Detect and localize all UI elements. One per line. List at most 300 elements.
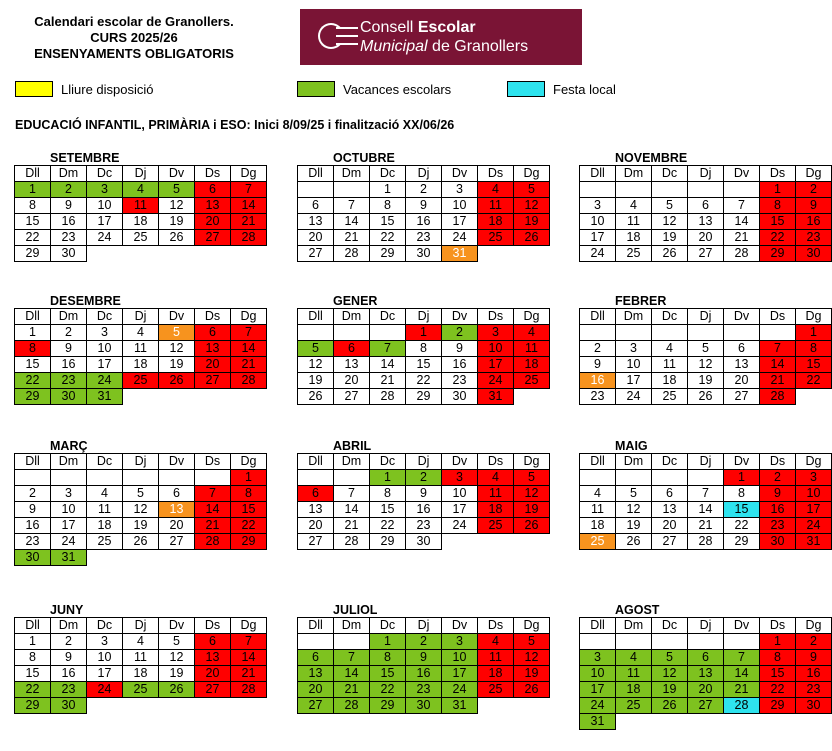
day-cell: 12 [123,502,159,518]
day-cell: 3 [442,182,478,198]
day-cell: 23 [580,389,616,405]
day-cell: 27 [688,698,724,714]
weekday-header: Dll [15,618,51,634]
day-cell: 26 [159,230,195,246]
week-row [580,650,832,666]
blank-cell [231,389,267,405]
empty-day-cell [724,182,760,198]
empty-day-cell [159,470,195,486]
day-cell: 31 [478,389,514,405]
day-cell: 17 [87,357,123,373]
day-cell: 18 [123,214,159,230]
week-row [15,341,267,357]
day-cell: 12 [514,650,550,666]
day-cell: 18 [580,518,616,534]
month-grid [579,308,832,405]
empty-day-cell [51,470,87,486]
day-cell: 9 [406,198,442,214]
day-cell: 30 [796,246,832,262]
month-grid [297,453,550,550]
day-cell: 6 [724,341,760,357]
day-cell: 13 [195,650,231,666]
day-cell: 28 [334,534,370,550]
day-cell: 14 [231,341,267,357]
day-cell: 19 [616,518,652,534]
month-name: NOVEMBRE [615,151,688,165]
day-cell: 5 [123,486,159,502]
day-cell: 1 [15,325,51,341]
empty-day-cell [724,325,760,341]
day-cell: 30 [796,698,832,714]
month-gener [297,294,549,405]
day-cell: 22 [760,682,796,698]
day-cell: 1 [760,634,796,650]
day-cell: 13 [724,357,760,373]
weekday-header: Dj [123,309,159,325]
logo-line-1b: Escolar [417,19,476,36]
week-row [15,214,267,230]
day-cell: 27 [298,534,334,550]
blank-cell [159,389,195,405]
day-cell: 11 [478,198,514,214]
day-cell: 26 [298,389,334,405]
blank-cell [231,698,267,714]
week-row [15,682,267,698]
day-cell: 27 [652,534,688,550]
day-cell: 12 [298,357,334,373]
day-cell: 24 [478,373,514,389]
day-cell: 15 [15,214,51,230]
weekday-header: Dv [159,454,195,470]
day-cell: 30 [406,698,442,714]
day-cell: 14 [724,214,760,230]
empty-day-cell [298,634,334,650]
day-cell: 18 [478,214,514,230]
day-cell: 9 [796,198,832,214]
day-cell: 19 [159,214,195,230]
day-cell: 1 [724,470,760,486]
weekday-header: Dc [87,309,123,325]
weekday-header: Ds [478,618,514,634]
day-cell: 4 [478,470,514,486]
day-cell: 18 [123,666,159,682]
day-cell: 9 [51,650,87,666]
day-cell: 15 [406,357,442,373]
day-cell: 29 [370,246,406,262]
week-row [580,198,832,214]
weekday-header: Dm [334,454,370,470]
day-cell: 17 [580,682,616,698]
weekday-header: Ds [760,166,796,182]
weekday-header: Dg [231,166,267,182]
weekday-header: Dm [616,166,652,182]
day-cell: 6 [298,486,334,502]
day-cell: 21 [370,373,406,389]
day-cell: 14 [231,650,267,666]
month-juny [14,603,266,714]
blank-cell [87,698,123,714]
day-cell: 13 [298,502,334,518]
day-cell: 12 [652,666,688,682]
weekday-header: Dm [616,309,652,325]
logo-line-1a: Consell [360,19,418,36]
day-cell: 24 [442,682,478,698]
day-cell: 10 [796,486,832,502]
empty-day-cell [616,634,652,650]
month-name: MAIG [615,439,648,453]
day-cell: 11 [123,650,159,666]
month-grid [579,453,832,550]
day-cell: 2 [15,486,51,502]
empty-day-cell [298,182,334,198]
day-cell: 16 [15,518,51,534]
month-maig [579,439,831,550]
weekday-header: Dm [51,454,87,470]
day-cell: 18 [616,682,652,698]
day-cell: 25 [478,230,514,246]
consell-escolar-logo [300,9,582,65]
week-row [298,341,550,357]
weekday-header: Dj [123,454,159,470]
week-row [580,682,832,698]
day-cell: 9 [796,650,832,666]
day-cell: 2 [406,182,442,198]
month-agost [579,603,831,730]
weekday-header: Ds [760,309,796,325]
day-cell: 2 [760,470,796,486]
blank-cell [195,550,231,566]
day-cell: 25 [123,373,159,389]
day-cell: 10 [442,650,478,666]
weekday-header: Dj [688,454,724,470]
day-cell: 17 [616,373,652,389]
day-cell: 8 [15,198,51,214]
day-cell: 26 [514,230,550,246]
week-row [298,389,550,405]
day-cell: 17 [442,666,478,682]
blank-cell [514,389,550,405]
day-cell: 22 [760,230,796,246]
day-cell: 9 [406,650,442,666]
day-cell: 15 [370,666,406,682]
week-row [15,182,267,198]
day-cell: 16 [51,214,87,230]
weekday-header: Dv [159,309,195,325]
day-cell: 19 [652,682,688,698]
week-row [15,650,267,666]
day-cell: 9 [15,502,51,518]
day-cell: 21 [334,518,370,534]
day-cell: 4 [616,198,652,214]
day-cell: 23 [442,373,478,389]
day-cell: 25 [616,246,652,262]
week-row [298,698,550,714]
week-row [15,357,267,373]
week-row [580,714,832,730]
day-cell: 23 [51,230,87,246]
weekday-header: Ds [478,166,514,182]
week-row [298,373,550,389]
blank-cell [514,246,550,262]
day-cell: 25 [580,534,616,550]
empty-day-cell [616,325,652,341]
day-cell: 8 [406,341,442,357]
day-cell: 11 [616,214,652,230]
day-cell: 18 [616,230,652,246]
weekday-header: Dc [370,618,406,634]
month-novembre [579,151,831,262]
empty-day-cell [334,470,370,486]
weekday-header: Dv [724,454,760,470]
day-cell: 2 [580,341,616,357]
week-row [15,634,267,650]
day-cell: 10 [580,214,616,230]
week-row [15,198,267,214]
day-cell: 14 [334,502,370,518]
day-cell: 13 [159,502,195,518]
day-cell: 23 [51,682,87,698]
weekday-header: Dv [442,454,478,470]
weekday-header: Dv [442,166,478,182]
weekday-header: Dv [159,166,195,182]
day-cell: 3 [51,486,87,502]
month-grid [297,165,550,262]
day-cell: 27 [298,246,334,262]
empty-day-cell [688,470,724,486]
day-cell: 20 [298,518,334,534]
empty-day-cell [688,634,724,650]
weekday-header: Dj [688,166,724,182]
weekday-header: Ds [195,454,231,470]
blank-cell [724,714,760,730]
day-cell: 5 [159,182,195,198]
day-cell: 28 [760,389,796,405]
day-cell: 7 [370,341,406,357]
day-cell: 22 [796,373,832,389]
weekday-header: Ds [195,309,231,325]
day-cell: 29 [15,246,51,262]
weekday-header: Dc [652,166,688,182]
week-row [15,550,267,566]
week-row [580,502,832,518]
day-cell: 21 [231,357,267,373]
day-cell: 5 [514,634,550,650]
weekday-header: Dj [688,618,724,634]
day-cell: 19 [514,502,550,518]
day-cell: 21 [760,373,796,389]
weekday-header: Dm [616,618,652,634]
legend-swatch-green [297,81,335,97]
day-cell: 13 [298,666,334,682]
month-grid [14,617,267,714]
week-row [580,246,832,262]
day-cell: 5 [652,198,688,214]
day-cell: 3 [796,470,832,486]
day-cell: 7 [688,486,724,502]
day-cell: 29 [760,246,796,262]
day-cell: 8 [370,650,406,666]
day-cell: 10 [87,650,123,666]
day-cell: 31 [442,698,478,714]
weekday-header: Dm [334,309,370,325]
day-cell: 1 [406,325,442,341]
blank-cell [616,714,652,730]
day-cell: 27 [688,246,724,262]
day-cell: 12 [159,198,195,214]
day-cell: 17 [796,502,832,518]
day-cell: 5 [159,634,195,650]
day-cell: 24 [442,518,478,534]
week-row [298,214,550,230]
day-cell: 8 [796,341,832,357]
day-cell: 3 [580,650,616,666]
day-cell: 24 [616,389,652,405]
day-cell: 10 [442,198,478,214]
day-cell: 11 [652,357,688,373]
day-cell: 15 [15,666,51,682]
weekday-header: Dv [724,309,760,325]
day-cell: 28 [231,373,267,389]
day-cell: 18 [87,518,123,534]
empty-day-cell [15,470,51,486]
day-cell: 6 [652,486,688,502]
blank-cell [231,550,267,566]
day-cell: 22 [370,230,406,246]
day-cell: 11 [514,341,550,357]
weekday-header: Dg [231,309,267,325]
day-cell: 28 [724,246,760,262]
week-row [15,389,267,405]
day-cell: 16 [406,502,442,518]
day-cell: 12 [514,198,550,214]
day-cell: 15 [231,502,267,518]
day-cell: 26 [159,682,195,698]
day-cell: 26 [688,389,724,405]
month-name: FEBRER [615,294,667,308]
month-name: DESEMBRE [50,294,121,308]
day-cell: 24 [87,373,123,389]
week-row [15,534,267,550]
day-cell: 30 [51,246,87,262]
weekday-header: Dv [442,618,478,634]
day-cell: 9 [406,486,442,502]
day-cell: 1 [370,182,406,198]
day-cell: 16 [760,502,796,518]
empty-day-cell [580,325,616,341]
day-cell: 10 [87,198,123,214]
document-title [18,14,250,62]
empty-day-cell [652,182,688,198]
day-cell: 16 [406,214,442,230]
weekday-header: Dv [159,618,195,634]
day-cell: 7 [195,486,231,502]
day-cell: 22 [231,518,267,534]
day-cell: 20 [334,373,370,389]
day-cell: 14 [724,666,760,682]
day-cell: 22 [406,373,442,389]
weekday-header: Dm [334,166,370,182]
day-cell: 11 [580,502,616,518]
day-cell: 8 [15,650,51,666]
weekday-header: Dg [796,454,832,470]
day-cell: 7 [724,650,760,666]
month-grid [579,617,832,730]
week-row [298,230,550,246]
day-cell: 9 [51,341,87,357]
weekday-header: Dc [652,454,688,470]
day-cell: 1 [796,325,832,341]
day-cell: 15 [796,357,832,373]
day-cell: 3 [580,198,616,214]
weekday-header: Dc [652,309,688,325]
day-cell: 30 [51,698,87,714]
day-cell: 6 [159,486,195,502]
empty-day-cell [334,182,370,198]
blank-cell [195,246,231,262]
day-cell: 26 [514,518,550,534]
day-cell: 22 [370,682,406,698]
day-cell: 31 [87,389,123,405]
legend-swatch-yellow [15,81,53,97]
weekday-header: Dg [231,454,267,470]
day-cell: 12 [616,502,652,518]
month-setembre [14,151,266,262]
day-cell: 20 [724,373,760,389]
blank-cell [688,714,724,730]
month-grid [579,165,832,262]
day-cell: 18 [514,357,550,373]
blank-cell [159,698,195,714]
day-cell: 19 [652,230,688,246]
weekday-header: Ds [760,618,796,634]
week-row [298,357,550,373]
day-cell: 31 [580,714,616,730]
day-cell: 27 [195,230,231,246]
day-cell: 14 [688,502,724,518]
week-row [298,518,550,534]
day-cell: 17 [442,502,478,518]
day-cell: 8 [760,650,796,666]
weekday-header: Dm [616,454,652,470]
weekday-header: Dll [298,454,334,470]
day-cell: 8 [15,341,51,357]
day-cell: 2 [406,470,442,486]
empty-day-cell [123,470,159,486]
day-cell: 2 [51,634,87,650]
day-cell: 16 [51,357,87,373]
day-cell: 24 [51,534,87,550]
day-cell: 26 [616,534,652,550]
month-name: SETEMBRE [50,151,120,165]
empty-day-cell [652,325,688,341]
day-cell: 19 [298,373,334,389]
day-cell: 19 [123,518,159,534]
legend-label: Festa local [553,81,616,97]
day-cell: 29 [370,534,406,550]
day-cell: 5 [688,341,724,357]
blank-cell [231,246,267,262]
day-cell: 28 [231,682,267,698]
week-row [298,534,550,550]
month-name: JULIOL [333,603,378,617]
empty-day-cell [580,470,616,486]
empty-day-cell [724,634,760,650]
day-cell: 23 [796,682,832,698]
day-cell: 4 [616,650,652,666]
day-cell: 14 [760,357,796,373]
day-cell: 11 [123,198,159,214]
month-grid [297,308,550,405]
